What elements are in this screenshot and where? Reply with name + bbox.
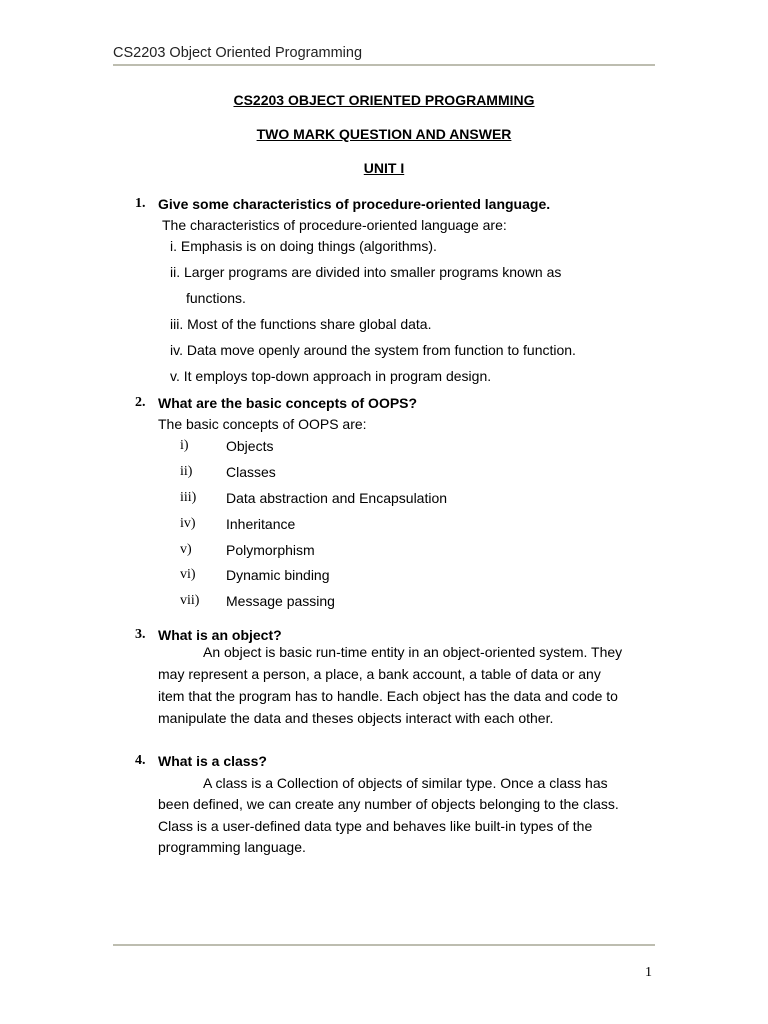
paragraph-line: Class is a user-defined data type and behaves like built-in types of the [158, 818, 593, 834]
list-item: ii. Larger programs are divided into smaller programs known as [170, 264, 562, 280]
paragraph-line: been defined, we can create any number of objects belonging to the class. [158, 796, 619, 812]
question-heading: What is a class? [158, 753, 267, 769]
list-item: Polymorphism [226, 542, 315, 558]
list-marker: vi) [180, 567, 196, 582]
list-marker: vii) [180, 593, 200, 608]
page-number: 1 [645, 965, 652, 980]
list-marker: i) [180, 438, 189, 453]
document-subtitle: TWO MARK QUESTION AND ANSWER [256, 126, 512, 142]
list-marker: iii) [180, 490, 197, 505]
list-marker: iv) [180, 516, 196, 531]
list-item: Classes [226, 464, 276, 480]
list-item: Data abstraction and Encapsulation [226, 490, 448, 506]
paragraph-line: programming language. [158, 839, 306, 855]
list-item: Objects [226, 438, 274, 454]
unit-heading: UNIT I [363, 160, 405, 176]
paragraph-line: manipulate the data and theses objects interact with each other. [158, 710, 554, 726]
list-marker: ii) [180, 464, 193, 479]
document-title: CS2203 OBJECT ORIENTED PROGRAMMING [233, 92, 535, 108]
list-item-continuation: functions. [186, 290, 246, 306]
question-number: 3. [135, 627, 146, 642]
question-number: 1. [135, 196, 146, 211]
list-item: Inheritance [226, 516, 296, 532]
list-item: Message passing [226, 593, 335, 609]
header-rule [113, 64, 655, 66]
footer-rule [113, 944, 655, 946]
question-heading: Give some characteristics of procedure-oriented language. [158, 196, 551, 212]
paragraph-line: A class is a Collection of objects of similar type. Once a class has [203, 775, 608, 791]
list-item: i. Emphasis is on doing things (algorithms). [170, 238, 437, 254]
paragraph-line: item that the program has to handle. Each object has the data and code to [158, 688, 618, 704]
paragraph-line: An object is basic run-time entity in an object-oriented system. They [203, 644, 623, 660]
list-item: Dynamic binding [226, 567, 330, 583]
answer-intro: The basic concepts of OOPS are: [158, 416, 367, 432]
paragraph-line: may represent a person, a place, a bank account, a table of data or any [158, 666, 601, 682]
answer-intro: The characteristics of procedure-oriented language are: [162, 217, 507, 233]
list-item: v. It employs top-down approach in program design. [170, 368, 492, 384]
question-number: 4. [135, 753, 146, 768]
question-number: 2. [135, 395, 146, 410]
list-item: iv. Data move openly around the system from function to function. [170, 342, 576, 358]
running-header: CS2203 Object Oriented Programming [113, 45, 363, 61]
question-heading: What is an object? [158, 627, 282, 643]
list-marker: v) [180, 542, 192, 557]
list-item: iii. Most of the functions share global data. [170, 316, 432, 332]
question-heading: What are the basic concepts of OOPS? [158, 395, 418, 411]
